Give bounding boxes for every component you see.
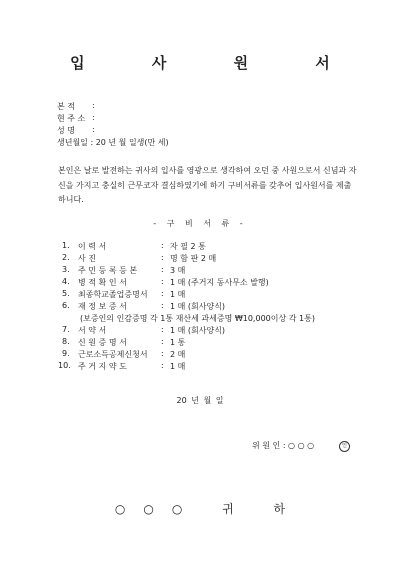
field-label-permanent-address: 본 적: [57, 102, 75, 111]
field-colon: :: [92, 113, 95, 122]
field-label-current-address: 현 주 소: [57, 114, 86, 123]
statement-paragraph: 본인은 날로 발전하는 귀사의 입사를 영광으로 생각하여 오던 중 사원으로서 신념과 자신을 가지고 충실히 근무코자 결심하였기에 하기 구비서류를 갖추어 입사원서를 제출하니다.: [58, 166, 357, 204]
application-form-page: 입 사 원 서 본 적 : 현 주 소 : 성 명 : 생년월일 : 20 년 월 일생(만 세) 본인은 날로 발전하는 귀사의 입사를 영광으로 생각하여 오던 중 사원으로서 신념과 자신을 가지고 충실히 근무코자 결심하였기에 하기 구비서류를 갖추어 입사원서를 제출하니다. - 구 비 서 류 - 1. 이 력 서 : 자 필 2 통 2. 사 진 : 명 함 판 2 매 3. 주 민 등 록 등 본 : 3 매 4. 병 적 확 인 서 : 1 매 (주거지 동사무소 발행) 5. 최종학교졸업증명서 : 1 매 6. 재 정 보 증 서 : 1 매 (회사양식) (보증인의 인감증명 각 1통 재산세 과세증명 ₩10,000이상 각 1통) 7. 서 약 서 : 1 매 (회사양식) 8. 신 원 증 명 서 : 1 통 9. 근로소득공제신청서 : 2 매 10. 주 거 지 약 도 : 1 매 20 년 월 일 위 원 인 : ○ ○ ○ 인 ○○○ 귀 하: [0, 0, 400, 565]
recipient-line: ○○○ 귀 하: [114, 502, 304, 516]
documents-heading: - 구 비 서 류 -: [153, 219, 247, 228]
birth-date-line: 생년월일 : 20 년 월 일생(만 세): [57, 138, 169, 147]
field-colon: :: [92, 125, 95, 134]
document-title: 입 사 원 서: [70, 54, 361, 72]
date-line: 20 년 월 일: [176, 396, 224, 405]
applicant-line: 위 원 인 : ○ ○ ○: [252, 441, 315, 450]
guarantee-note: (보증인의 인감증명 각 1통 재산세 과세증명 ₩10,000이상 각 1통): [80, 314, 315, 323]
field-label-name: 성 명: [57, 126, 75, 135]
seal-icon: 인: [339, 441, 350, 452]
field-colon: :: [92, 101, 95, 110]
